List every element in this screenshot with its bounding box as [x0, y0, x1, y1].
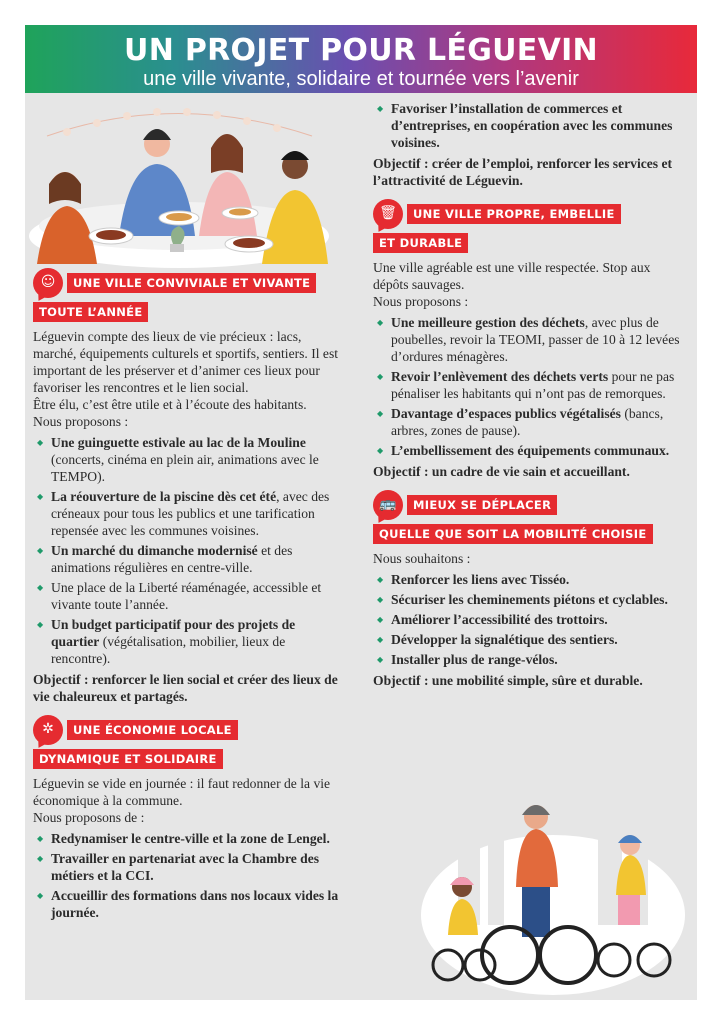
paragraph: Une ville agréable est une ville respectée. Stop aux dépôts sauvages.	[373, 260, 651, 292]
header-banner	[25, 25, 697, 93]
proposal-list	[33, 434, 341, 667]
list-item: ◆ Favoriser l’installation de commerces et d’entreprises, en coopération avec les communes voisines.	[373, 100, 685, 151]
list-item: ◆ Accueillir des formations dans nos locaux vides la journée.	[33, 887, 341, 921]
section-tag: UNE ÉCONOMIE LOCALE	[67, 720, 238, 740]
section-tag: DYNAMIQUE ET SOLIDAIRE	[33, 749, 223, 769]
section-tag: TOUTE L’ANNÉE	[33, 302, 148, 322]
dinner-illustration	[27, 96, 330, 268]
proposal-list	[373, 100, 685, 151]
list-item: ◆ Davantage d’espaces publics végétalisés (bancs, arbres, zones de pause).	[373, 405, 685, 439]
left-column	[33, 268, 341, 925]
cycling-family-illustration	[418, 795, 688, 995]
proposal-list	[33, 830, 341, 921]
objective-text: Objectif : une mobilité simple, sûre et durable.	[373, 673, 643, 688]
paragraph: Nous proposons :	[373, 294, 469, 309]
paragraph: Nous proposons de :	[33, 810, 145, 825]
list-item: ◆ Installer plus de range-vélos.	[373, 651, 685, 668]
list-item: ◆ Une guinguette estivale au lac de la Mouline (concerts, cinéma en plein air, animations avec le TEMPO).	[33, 434, 341, 485]
paragraph: Léguevin compte des lieux de vie précieux : lacs, marché, équipements culturels et sportifs, sentiers. Il est important de les préserver et d’animer ces lieux pour favoriser les rencontres et le lien social.	[33, 329, 339, 395]
list-item: ◆ Développer la signalétique des sentiers.	[373, 631, 685, 648]
list-item: ◆ Sécuriser les cheminements piétons et cyclables.	[373, 591, 685, 608]
objective-text: Objectif : un cadre de vie sain et accueillant.	[373, 464, 630, 479]
paragraph: Être élu, c’est être utile et à l’écoute des habitants.	[33, 397, 307, 412]
right-column	[373, 100, 685, 689]
list-item: ◆ Une place de la Liberté réaménagée, accessible et vivante toute l’année.	[33, 579, 341, 613]
list-item: ◆ Redynamiser le centre-ville et la zone de Lengel.	[33, 830, 341, 847]
section-tag: MIEUX SE DÉPLACER	[407, 495, 557, 515]
paragraph: Nous proposons :	[33, 414, 129, 429]
list-item: ◆ La réouverture de la piscine dès cet été, avec des créneaux pour tous les publics et une tarification repensée avec les communes voisines.	[33, 488, 341, 539]
proposal-list	[373, 571, 685, 668]
list-item: ◆ L’embellissement des équipements communaux.	[373, 442, 685, 459]
proposal-list	[373, 314, 685, 459]
paragraph: Nous souhaitons :	[373, 551, 471, 566]
section-tag: UNE VILLE PROPRE, EMBELLIE	[407, 204, 621, 224]
objective-text: Objectif : renforcer le lien social et créer des lieux de vie chaleureux et partagés.	[33, 672, 338, 704]
page-subtitle: une ville vivante, solidaire et tournée vers l’avenir	[143, 68, 579, 90]
page-title: UN PROJET POUR LÉGUEVIN	[124, 33, 598, 68]
list-item: ◆ Renforcer les liens avec Tisséo.	[373, 571, 685, 588]
heart-smile-icon: ☺	[33, 268, 63, 298]
bus-icon: 🚌	[373, 490, 403, 520]
list-item: ◆ Améliorer l’accessibilité des trottoirs.	[373, 611, 685, 628]
objective-text: Objectif : créer de l’emploi, renforcer les services et l’attractivité de Léguevin.	[373, 156, 673, 188]
list-item: ◆ Revoir l’enlèvement des déchets verts pour ne pas pénaliser les habitants qui n’ont pas de remorques.	[373, 368, 685, 402]
trash-bin-icon: 🗑	[373, 199, 403, 229]
list-item: ◆ Une meilleure gestion des déchets, avec plus de poubelles, revoir la TEOMI, passer de 10 à 12 levées d’ordures ménagères.	[373, 314, 685, 365]
list-item: ◆ Travailler en partenariat avec la Chambre des métiers et la CCI.	[33, 850, 341, 884]
list-item: ◆ Un budget participatif pour des projets de quartier (végétalisation, mobilier, lieux de rencontre).	[33, 616, 341, 667]
section-tag: UNE VILLE CONVIVIALE ET VIVANTE	[67, 273, 316, 293]
paragraph: Léguevin se vide en journée : il faut redonner de la vie économique à la commune.	[33, 776, 331, 808]
list-item: ◆ Un marché du dimanche modernisé et des animations régulières en centre-ville.	[33, 542, 341, 576]
section-tag: ET DURABLE	[373, 233, 468, 253]
section-tag: QUELLE QUE SOIT LA MOBILITÉ CHOISIE	[373, 524, 653, 544]
network-icon: ✲	[33, 715, 63, 745]
